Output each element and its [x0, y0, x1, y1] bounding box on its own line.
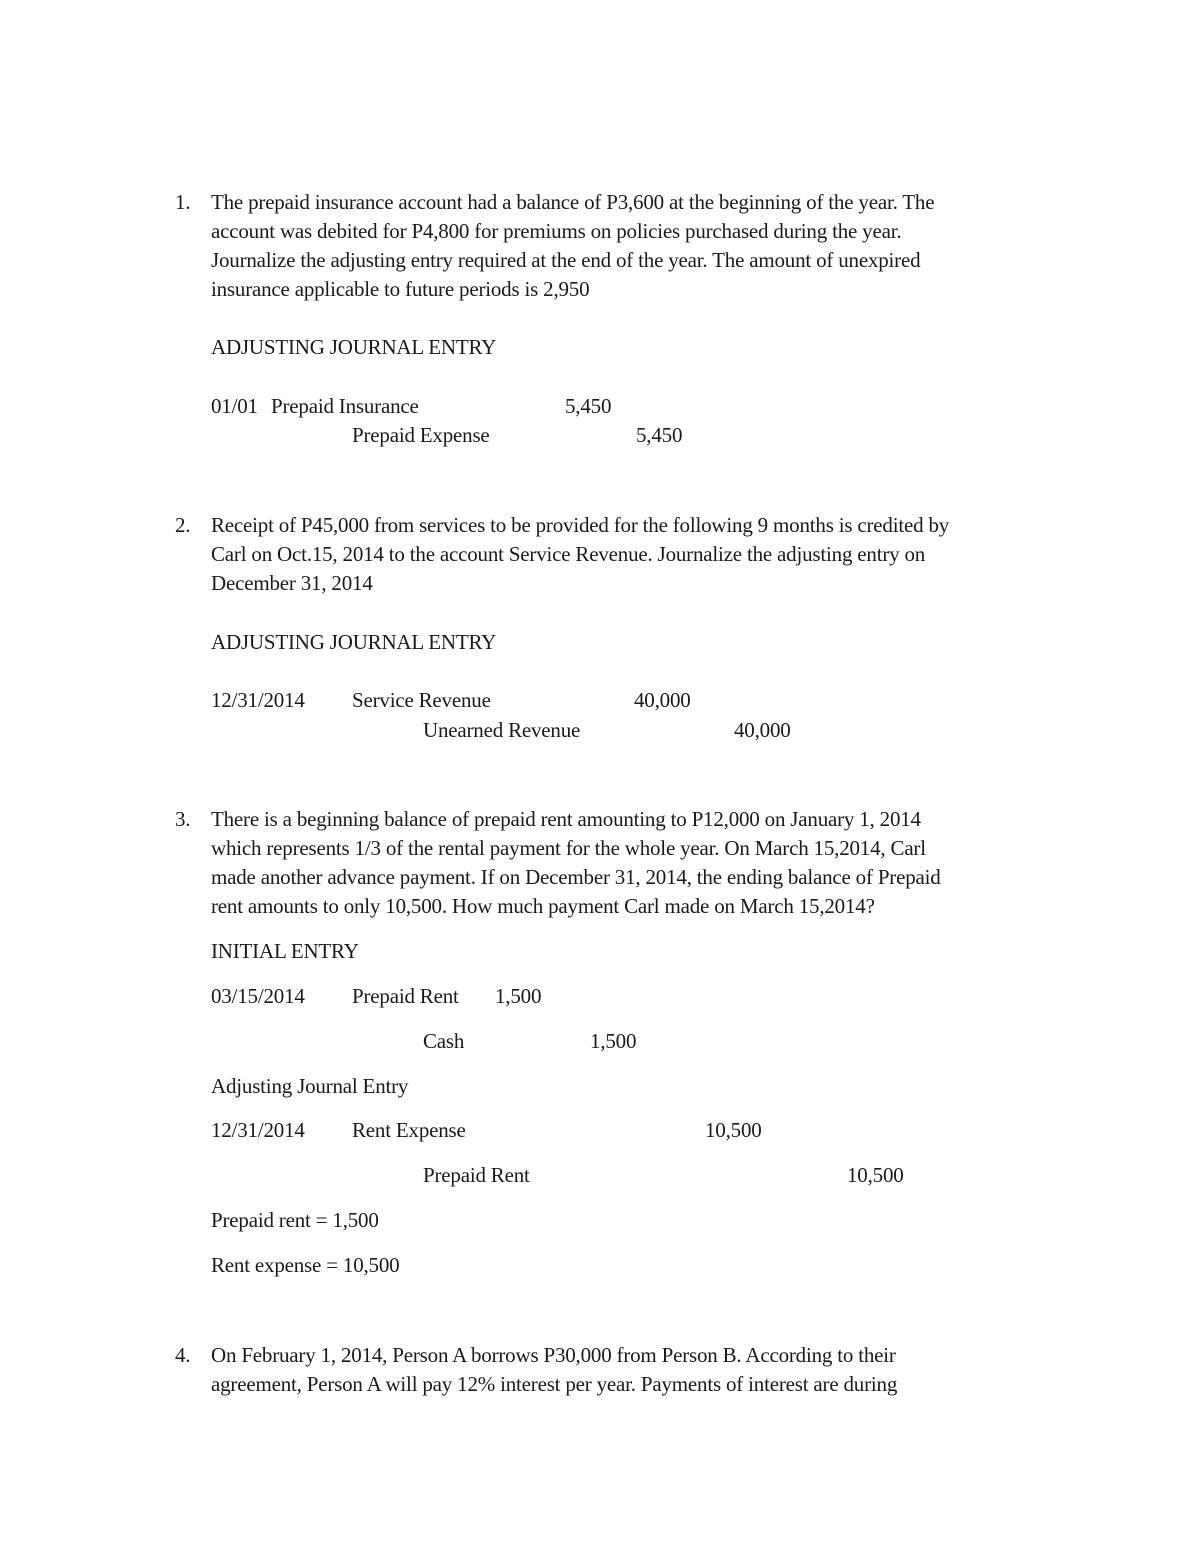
entry-amount: 5,450 [565, 394, 612, 418]
entry-amount: 1,500 [495, 984, 542, 1008]
question-line: December 31, 2014 [211, 571, 373, 595]
result-line: Prepaid rent = 1,500 [211, 1208, 379, 1232]
entry-date: 01/01 [211, 394, 258, 418]
entry-date: 12/31/2014 [211, 1118, 305, 1142]
entry-amount: 10,500 [705, 1118, 762, 1142]
item-number: 3. [175, 807, 191, 831]
item-number: 1. [175, 190, 191, 214]
entry-heading: Adjusting Journal Entry [211, 1074, 409, 1098]
result-line: Rent expense = 10,500 [211, 1253, 400, 1277]
entry-account: Prepaid Rent [352, 984, 459, 1008]
item-number: 4. [175, 1343, 191, 1367]
question-line: There is a beginning balance of prepaid rent amounting to P12,000 on January 1, 2014 [211, 807, 921, 831]
initial-entry-heading: INITIAL ENTRY [211, 939, 359, 963]
entry-account: Prepaid Rent [423, 1163, 530, 1187]
entry-heading: ADJUSTING JOURNAL ENTRY [211, 335, 497, 359]
entry-account: Cash [423, 1029, 465, 1053]
entry-account: Unearned Revenue [423, 718, 581, 742]
entry-account: Service Revenue [352, 688, 491, 712]
entry-account: Prepaid Expense [352, 423, 490, 447]
question-line: rent amounts to only 10,500. How much payment Carl made on March 15,2014? [211, 894, 875, 918]
question-line: On February 1, 2014, Person A borrows P30,000 from Person B. According to their [211, 1343, 896, 1367]
question-line: agreement, Person A will pay 12% interest per year. Payments of interest are during [211, 1372, 898, 1396]
question-line: Carl on Oct.15, 2014 to the account Service Revenue. Journalize the adjusting entry on [211, 542, 926, 566]
question-line: Journalize the adjusting entry required at the end of the year. The amount of unexpired [211, 248, 921, 272]
entry-date: 12/31/2014 [211, 688, 305, 712]
entry-date: 03/15/2014 [211, 984, 305, 1008]
question-line: made another advance payment. If on December 31, 2014, the ending balance of Prepaid [211, 865, 941, 889]
entry-heading: ADJUSTING JOURNAL ENTRY [211, 630, 497, 654]
entry-amount: 40,000 [634, 688, 691, 712]
entry-amount: 10,500 [847, 1163, 904, 1187]
entry-amount: 5,450 [636, 423, 683, 447]
question-line: Receipt of P45,000 from services to be provided for the following 9 months is credited by [211, 513, 950, 537]
entry-account: Rent Expense [352, 1118, 466, 1142]
item-number: 2. [175, 513, 191, 537]
question-line: which represents 1/3 of the rental payment for the whole year. On March 15,2014, Carl [211, 836, 926, 860]
entry-amount: 40,000 [734, 718, 791, 742]
entry-amount: 1,500 [590, 1029, 637, 1053]
question-line: The prepaid insurance account had a balance of P3,600 at the beginning of the year. The [211, 190, 935, 214]
question-line: insurance applicable to future periods is 2,950 [211, 277, 590, 301]
entry-account: Prepaid Insurance [271, 394, 419, 418]
question-line: account was debited for P4,800 for premiums on policies purchased during the year. [211, 219, 902, 243]
